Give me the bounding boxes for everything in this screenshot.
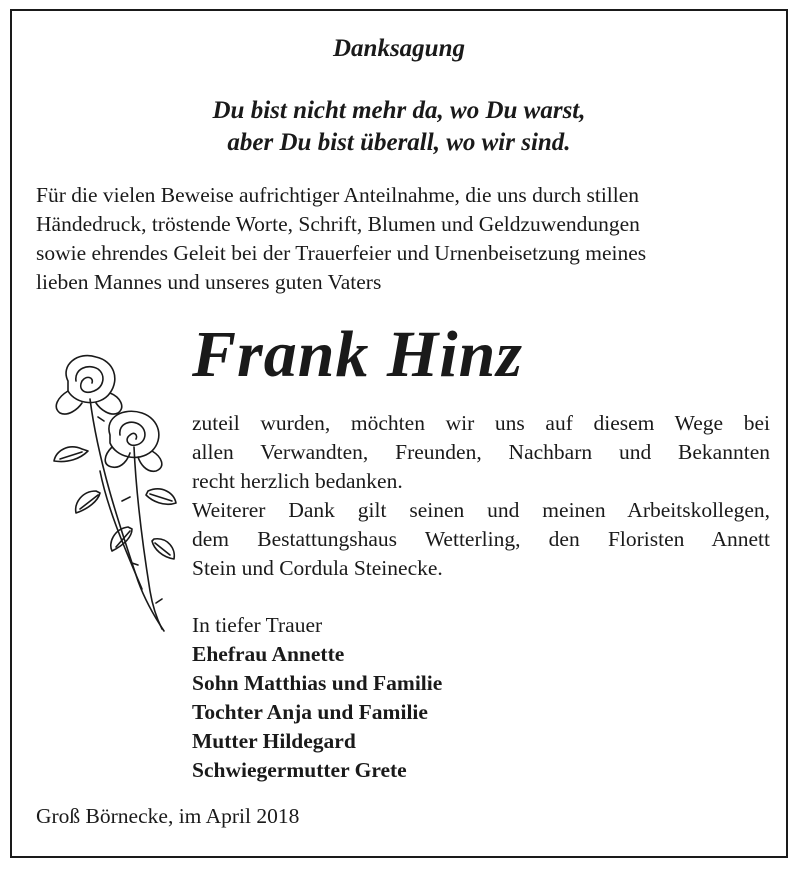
motto-line: Du bist nicht mehr da, wo Du warst,: [212, 97, 586, 124]
intro-line: sowie ehrendes Geleit bei der Trauerfeier und Urnenbeisetzung meines: [36, 241, 647, 265]
intro-text: [36, 181, 772, 297]
mourner-name: Ehefrau Annette: [192, 642, 345, 666]
thanks-text: [192, 409, 770, 583]
thanks-line: Stein und Cordula Steinecke.: [192, 556, 443, 580]
deceased-name: Frank Hinz: [192, 318, 523, 391]
thanks-line: allen Verwandten, Freunden, Nachbarn und Bekannten: [192, 440, 770, 464]
mourner-name: Schwiegermutter Grete: [192, 758, 407, 782]
motto: [12, 95, 786, 159]
obituary-notice: [10, 9, 788, 858]
place-date: Groß Börnecke, im April 2018: [36, 804, 300, 828]
motto-line: aber Du bist überall, wo wir sind.: [227, 129, 571, 156]
intro-line: Für die vielen Beweise aufrichtiger Anteilnahme, die uns durch stillen: [36, 183, 640, 207]
mourner-name: Mutter Hildegard: [192, 729, 356, 753]
mourners-block: [192, 611, 442, 785]
thanks-line: dem Bestattungshaus Wetterling, den Floristen Annett: [192, 527, 770, 551]
mourning-intro: In tiefer Trauer: [192, 613, 323, 637]
heading: Danksagung: [333, 35, 465, 62]
roses-icon: [38, 351, 188, 641]
thanks-line: recht herzlich bedanken.: [192, 469, 403, 493]
intro-line: Händedruck, tröstende Worte, Schrift, Blumen und Geldzuwendungen: [36, 212, 640, 236]
mourner-name: Sohn Matthias und Familie: [192, 671, 443, 695]
thanks-line: Weiterer Dank gilt seinen und meinen Arbeitskollegen,: [192, 498, 770, 522]
mourner-name: Tochter Anja und Familie: [192, 700, 428, 724]
thanks-line: zuteil wurden, möchten wir uns auf diesem Wege bei: [192, 411, 770, 435]
intro-line: lieben Mannes und unseres guten Vaters: [36, 270, 382, 294]
